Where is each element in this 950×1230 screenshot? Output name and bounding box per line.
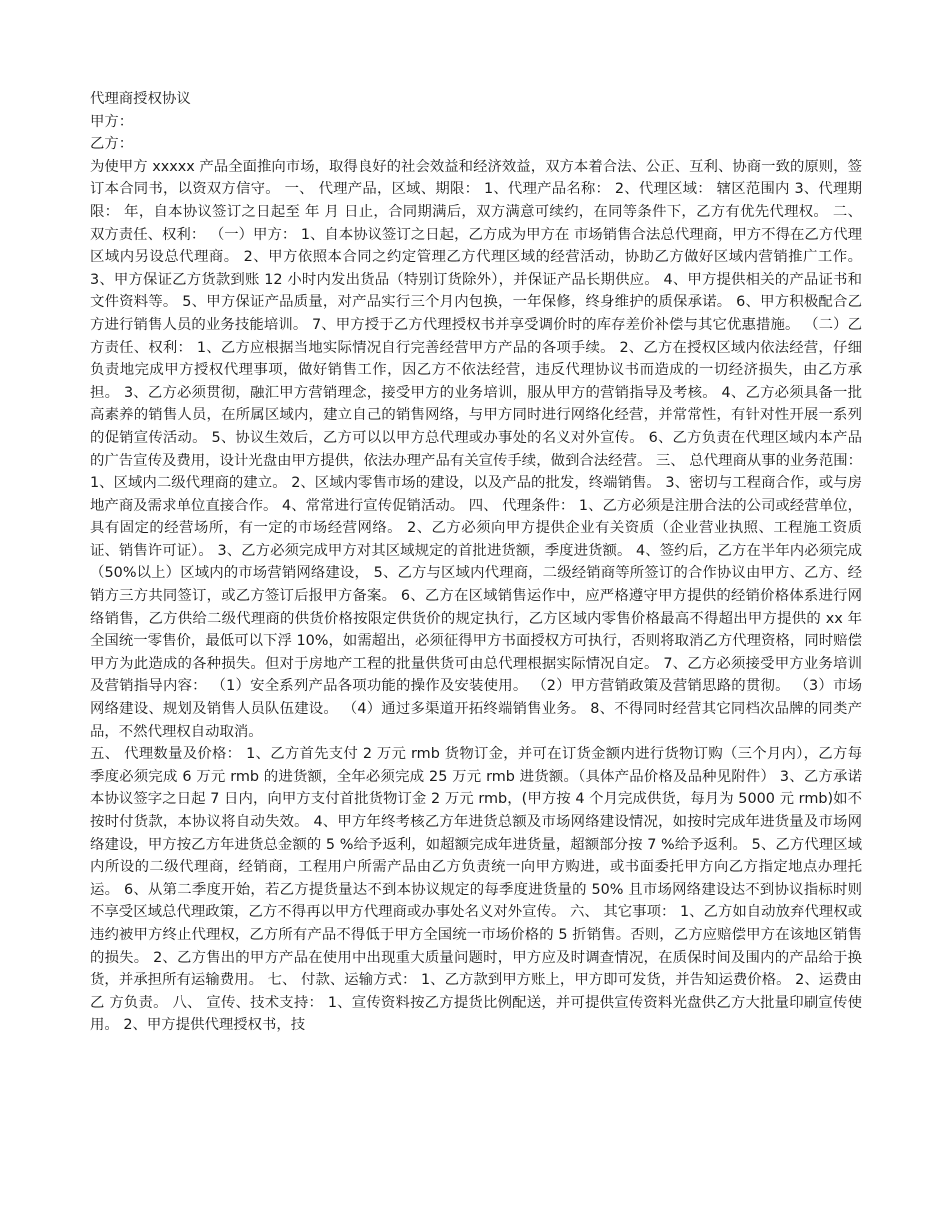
document-page bbox=[90, 88, 862, 1037]
party-a-line: 甲方： bbox=[90, 113, 134, 130]
agreement-body-paragraph-1: 为使甲方 xxxxx 产品全面推向市场，取得良好的社会效益和经济效益，双方本着合法、公正、互利、协商一致的原则，签订本合同书，以资双方信守。 一、 代理产品，区域、期限： 1、代理产品名称： 2、代理区域： 辖区范围内 3、代理期限： 年，自本协议签订之日起至 年 月 日止，合同期满后，双方满意可续约，在同等条件下，乙方有优先代理权。 二、 双方责任、权利： （一）甲方： 1、自本协议签订之日起，乙方成为甲方在 市场销售合法总代理商，甲方不得在乙方代理区域内另设总代理商。 2、甲方依照本合同之约定管理乙方代理区域的经营活动，协助乙方做好区域内营销推广工作。 3、甲方保证乙方货款到账 12 小时内发出货品（特别订货除外），并保证产品长期供应。 4、甲方提供相关的产品证书和文件资料等。 5、甲方保证产品质量，对产品实行三个月内包换，一年保修，终身维护的质保承诺。 6、甲方积极配合乙方进行销售人员的业务技能培训。 7、甲方授于乙方代理授权书并享受调价时的库存差价补偿与其它优惠措施。 （二）乙方责任、权利： 1、乙方应根据当地实际情况自行完善经营甲方产品的各项手续。 2、乙方在授权区域内依法经营，仔细负责地完成甲方授权代理事项，做好销售工作，因乙方不依法经营，违反代理协议书而造成的一切经济损失，由乙方承担。 3、乙方必须贯彻，融汇甲方营销理念，接受甲方的业务培训，服从甲方的营销指导及考核。 4、乙方必须具备一批高素养的销售人员，在所属区域内，建立自己的销售网络，与甲方同时进行网络化经营，并常常性，有针对性开展一系列的促销宣传活动。 5、协议生效后，乙方可以以甲方总代理或办事处的名义对外宣传。 6、乙方负责在代理区域内本产品的广告宣传及费用，设计光盘由甲方提供，依法办理产品有关宣传手续，做到合法经营。 三、 总代理商从事的业务范围： 1、区域内二级代理商的建立。 2、区域内零售市场的建设，以及产品的批发，终端销售。 3、密切与工程商合作，或与房地产商及需求单位直接合作。 4、常常进行宣传促销活动。 四、 代理条件： 1、乙方必须是注册合法的公司或经营单位，具有固定的经营场所，有一定的市场经营网络。 2、乙方必须向甲方提供企业有关资质（企业营业执照、工程施工资质证、销售许可证）。 3、乙方必须完成甲方对其区域规定的首批进货额，季度进货额。 4、签约后，乙方在半年内必须完成（50%以上）区域内的市场营销网络建设， 5、乙方与区域内代理商，二级经销商等所签订的合作协议由甲方、乙方、经销方三方共同签订，或乙方签订后报甲方备案。 6、乙方在区域销售运作中，应严格遵守甲方提供的经销价格体系进行网络销售，乙方供给二级代理商的供货价格按限定供货价的规定执行，乙方区域内零售价格最高不得超出甲方提供的 xx 年全国统一零售价，最低可以下浮 10%，如需超出，必须征得甲方书面授权方可执行，否则将取消乙方代理资格，同时赔偿甲方为此造成的各种损失。但对于房地产工程的批量供货可由总代理根据实际情况自定。 7、乙方必须接受甲方业务培训及营销指导内容： （1）安全系列产品各项功能的操作及安装使用。 （2）甲方营销政策及营销思路的贯彻。 （3）市场网络建设、规划及销售人员队伍建设。 （4）通过多渠道开拓终端销售业务。 8、不得同时经营其它同档次品牌的同类产品，不然代理权自动取消。 bbox=[90, 158, 862, 740]
agreement-body-paragraph-2: 五、 代理数量及价格： 1、乙方首先支付 2 万元 rmb 货物订金，并可在订货金额内进行货物订购（三个月内），乙方每季度必须完成 6 万元 rmb 的进货额，全年必须完成 25 万元 rmb 进货额。（具体产品价格及品种见附件） 3、乙方承诺本协议签字之日起 7 日内，向甲方支付首批货物订金 2 万元 rmb，(甲方按 4 个月完成供货，每月为 5000 元 rmb)如不按时付货款，本协议将自动失效。 4、甲方年终考核乙方年进货总额及市场网络建设情况，如按时完成年进货量及市场网络建设，甲方按乙方年进货总金额的 5 %给予返利，如超额完成年进货量，超额部分按 7 %给予返利。 5、乙方代理区域内所设的二级代理商，经销商，工程用户所需产品由乙方负责统一向甲方购进，或书面委托甲方向乙方指定地点办理托运。 6、从第二季度开始，若乙方提货量达不到本协议规定的每季度进货量的 50% 且市场网络建设达不到协议指标时则不享受区域总代理政策，乙方不得再以甲方代理商或办事处名义对外宣传。 六、 其它事项： 1、乙方如自动放弃代理权或违约被甲方终止代理权，乙方所有产品不得低于甲方全国统一市场价格的 5 折销售。否则，乙方应赔偿甲方在该地区销售的损失。 2、乙方售出的甲方产品在使用中出现重大质量问题时，甲方应及时调查情况，在质保时间及围内的产品给于换货，并承担所有运输费用。 七、 付款、运输方式： 1、乙方款到甲方账上，甲方即可发货，并告知运费价格。 2、运费由 乙 方负责。 八、 宣传、技术支持： 1、宣传资料按乙方提货比例配送，并可提供宣传资料光盘供乙方大批量印刷宣传使用。 2、甲方提供代理授权书，技 bbox=[90, 746, 862, 1034]
document-title: 代理商授权协议 bbox=[90, 91, 191, 107]
party-b-line: 乙方： bbox=[90, 136, 134, 153]
